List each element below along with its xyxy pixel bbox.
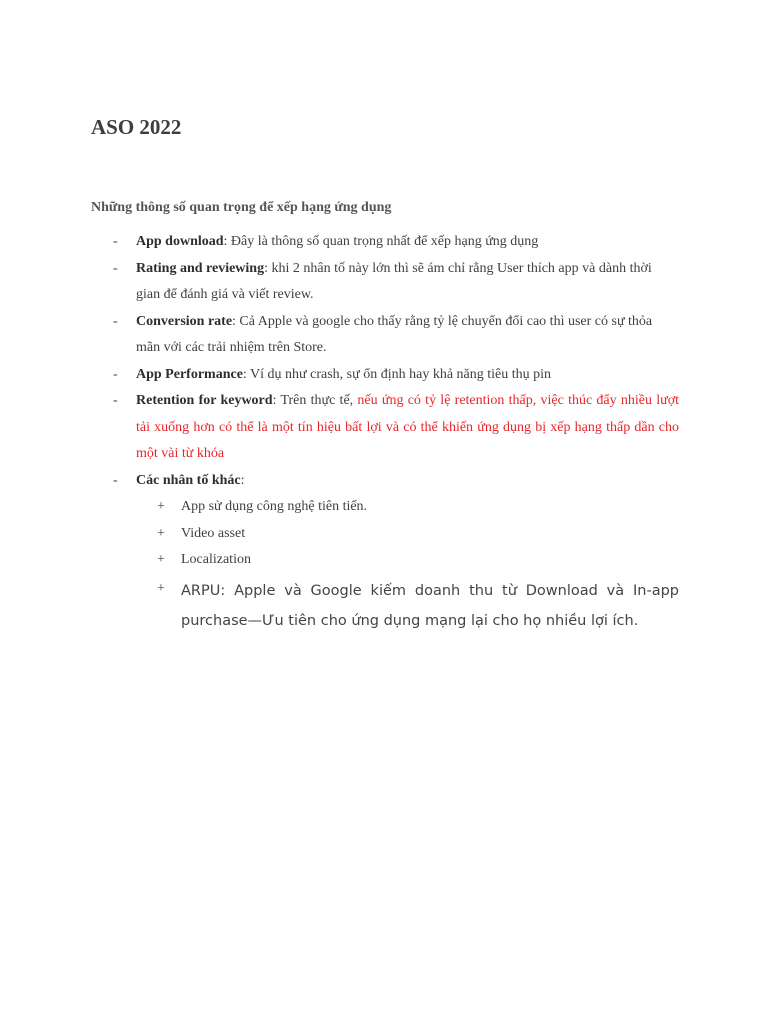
term-description: : Ví dụ như crash, sự ổn định hay khả năng tiêu thụ pin xyxy=(242,366,552,382)
ranking-factors-list xyxy=(91,229,679,636)
term-description: : xyxy=(240,472,245,488)
term-label: App download xyxy=(136,234,224,249)
bullet-dash: - xyxy=(113,366,118,382)
bullet-dash: - xyxy=(113,393,118,408)
bullet-plus: + xyxy=(157,525,165,541)
sublist-item-text: App sử dụng công nghệ tiên tiến. xyxy=(181,499,368,514)
sublist-item-arpu xyxy=(136,574,679,636)
bullet-dash: - xyxy=(113,313,118,329)
term-description: : Trên thực tế, xyxy=(272,393,358,408)
bullet-dash: - xyxy=(113,234,118,249)
sublist-item xyxy=(136,494,679,521)
bullet-dash: - xyxy=(113,472,118,488)
term-label: App Performance xyxy=(136,366,243,382)
list-item-other-factors xyxy=(91,468,679,636)
sublist-item-text: ARPU: Apple và Google kiếm doanh thu từ Download và In-app purchase—Ưu tiên cho ứng dụng mạng lại cho họ nhiều lợi ích. xyxy=(181,582,679,629)
sublist-item-text: Localization xyxy=(181,552,251,567)
list-item-app-performance xyxy=(91,362,679,389)
document-title: ASO 2022 xyxy=(91,115,182,139)
list-item-app-download xyxy=(91,229,679,256)
list-item-conversion-rate xyxy=(91,309,679,362)
term-description: : khi 2 nhân tố này lớn thì sẽ ám chỉ rằng User thích app và dành thời gian để đánh giá và viết review. xyxy=(136,260,652,302)
bullet-plus: + xyxy=(157,499,165,514)
term-description: : Cả Apple và google cho thấy rằng tỷ lệ chuyển đổi cao thì user có sự thỏa mãn với các trải nhiệm trên Store. xyxy=(136,313,653,355)
list-item-rating-reviewing xyxy=(91,256,679,309)
sublist-item-text: Video asset xyxy=(181,525,246,541)
highlighted-text: nếu ứng có tỷ lệ retention thấp, việc thúc đẩy nhiều lượt tải xuống hơn có thể là một tín hiệu bất lợi và có thể khiến ứng dụng bị xếp hạng thấp dần cho một vài từ khóa xyxy=(136,393,680,461)
term-label: Conversion rate xyxy=(136,313,233,329)
section-heading: Những thông số quan trọng để xếp hạng ứng dụng xyxy=(91,200,392,215)
term-label: Rating and reviewing xyxy=(136,260,265,276)
bullet-dash: - xyxy=(113,260,118,276)
sublist-item xyxy=(136,521,679,548)
list-item-retention-keyword xyxy=(91,388,679,468)
other-factors-sublist xyxy=(136,494,679,636)
term-label: Retention for keyword xyxy=(136,393,273,408)
bullet-plus: + xyxy=(157,580,165,596)
sublist-item xyxy=(136,547,679,574)
term-description: : Đây là thông số quan trọng nhất để xếp hạng ứng dụng xyxy=(223,234,539,249)
term-label: Các nhân tố khác xyxy=(136,472,241,488)
bullet-plus: + xyxy=(157,552,165,567)
